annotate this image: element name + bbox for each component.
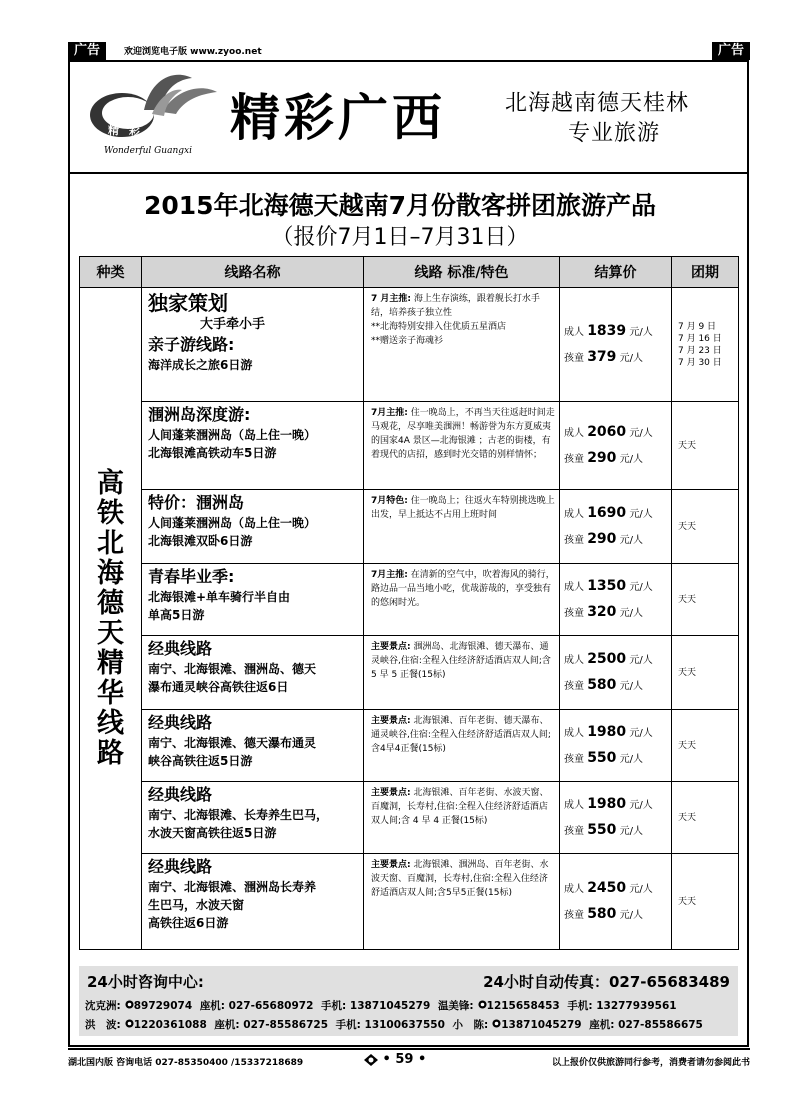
table-row [80, 402, 739, 490]
feature-cell [364, 782, 560, 854]
fax-label: 24小时自动传真： [483, 973, 609, 991]
contact-row [85, 998, 681, 1013]
mobile[interactable]: 手机: 13277939561 [567, 1000, 677, 1012]
price-cell [560, 854, 672, 950]
slogan-line1: 北海越南德天桂林 [505, 91, 690, 116]
route-line: 南宁、北海银滩、涠洲岛长寿养 [148, 880, 317, 894]
contact-row [85, 1017, 707, 1032]
child-price: 580 [587, 676, 617, 693]
table-row [80, 288, 739, 402]
table-row [80, 636, 739, 710]
table-row [80, 490, 739, 564]
route-cell [142, 564, 364, 636]
category-cell [80, 288, 142, 950]
feature-label: 7月特色: [371, 496, 408, 506]
price-unit: 元/人 [619, 825, 643, 837]
adult-price: 2060 [587, 423, 627, 440]
price-unit: 元/人 [619, 534, 643, 546]
dates-cell [672, 490, 739, 564]
child-label: 孩童 [564, 534, 584, 546]
route-line: 峡谷高铁往返5日游 [148, 754, 253, 768]
table-row [80, 710, 739, 782]
adult-price: 1980 [587, 795, 627, 812]
price-cell [560, 564, 672, 636]
brand-title: 精彩广西 [230, 89, 446, 147]
fax-block [483, 971, 730, 992]
feature-label: 主要景点: [371, 716, 411, 726]
dates-cell [672, 288, 739, 402]
dates-cell [672, 782, 739, 854]
route-cell [142, 854, 364, 950]
col-header-price: 结算价 [560, 257, 672, 288]
date-item: 7 月 23 日 [678, 345, 722, 356]
adult-label: 成人 [564, 508, 584, 520]
hotline-label: 24小时咨询中心: [87, 973, 204, 991]
table-row [80, 564, 739, 636]
date-item: 天天 [678, 594, 697, 605]
adult-price: 1980 [587, 723, 627, 740]
child-label: 孩童 [564, 352, 584, 364]
route-cell [142, 782, 364, 854]
feature-label: 7月主推: [371, 570, 408, 580]
route-line: 北海银滩高铁动车5日游 [148, 446, 277, 460]
child-price: 290 [587, 449, 617, 466]
page-number [364, 1052, 426, 1067]
contact-name: 洪 波: [85, 1019, 121, 1031]
route-title: 经典线路 [148, 713, 213, 732]
route-line: 海洋成长之旅6日游 [148, 358, 253, 372]
footer-left: 湖北国内版 咨询电话 027-85350400 /15337218689 [68, 1058, 304, 1068]
route-line: 北海银滩+单车骑行半自由 [148, 590, 291, 604]
contact-name: 沈克洲: [85, 1000, 121, 1012]
child-price: 379 [587, 348, 617, 365]
feature-label: 主要景点: [371, 860, 411, 870]
child-price: 550 [587, 749, 617, 766]
route-line: 人间蓬莱涠洲岛（岛上住一晚） [148, 516, 317, 530]
feature-text: 住一晚岛上，不再当天往返赶时间走马观花，尽享唯美涠洲！畅游誉为东方夏威夷的国家4A 景区—北海银滩 ；古老的街楼，有着现代的店招，感到时光交错的别样情怀； [371, 408, 555, 460]
qq-penguin-icon [492, 1019, 501, 1028]
child-label: 孩童 [564, 607, 584, 619]
adult-label: 成人 [564, 654, 584, 666]
route-cell [142, 402, 364, 490]
price-unit: 元/人 [629, 508, 653, 520]
price-unit: 元/人 [629, 883, 653, 895]
logo-text: 精 彩 广 西 [108, 124, 185, 137]
price-cell [560, 710, 672, 782]
slogan-line2: 专业旅游 [568, 121, 661, 146]
fax-number[interactable]: 027-65683489 [608, 973, 730, 991]
route-line: 单高5日游 [148, 608, 205, 622]
col-header-feature: 线路 标准/特色 [364, 257, 560, 288]
price-unit: 元/人 [629, 654, 653, 666]
price-cell [560, 782, 672, 854]
route-line: 北海银滩双卧6日游 [148, 534, 253, 548]
adult-price: 1350 [587, 577, 627, 594]
adult-label: 成人 [564, 727, 584, 739]
adult-price: 2450 [587, 879, 627, 896]
adult-label: 成人 [564, 799, 584, 811]
route-title: 特价：涠洲岛 [148, 493, 245, 512]
contact-name: 小 陈: [452, 1019, 489, 1031]
feature-text: 海上生存演练，跟着舰长打水手结，培养孩子独立性 [371, 294, 540, 318]
price-unit: 元/人 [629, 799, 653, 811]
child-price: 290 [587, 530, 617, 547]
route-cell [142, 710, 364, 782]
dates-cell [672, 710, 739, 782]
price-unit: 元/人 [619, 352, 643, 364]
category-text: 高铁北海德天精华线路 [97, 467, 124, 769]
feature-text: 在清新的空气中，吹着海风的骑行，路边品一品当地小吃，优哉游哉的，享受独有的悠闲时光。 [371, 570, 555, 608]
brand-logo [82, 70, 222, 160]
table-row [80, 854, 739, 950]
route-line: 大手牵小手 [200, 317, 266, 332]
logo-sub: Wonderful Guangxi [104, 146, 192, 156]
adult-label: 成人 [564, 581, 584, 593]
feature-cell [364, 710, 560, 782]
dates-cell [672, 402, 739, 490]
feature-extra: **北海特别安排入住优质五星酒店 [371, 322, 507, 332]
qq-number[interactable]: 89729074 [133, 1000, 193, 1012]
feature-cell [364, 402, 560, 490]
contact-name: 温美锋: [437, 1000, 474, 1012]
feature-text: 住一晚岛上；往返火车特别挑选晚上出发，早上抵达不占用上班时间 [371, 496, 555, 520]
adult-price: 2500 [587, 650, 627, 667]
ad-label-right: 广告 [712, 42, 750, 60]
route-line: 南宁、北海银滩、德天瀑布通灵 [148, 736, 317, 750]
product-table [79, 256, 739, 950]
route-title: 独家策划 [148, 291, 228, 315]
page-title: 2015年北海德天越南7月份散客拼团旅游产品 [144, 191, 656, 220]
table-row [80, 782, 739, 854]
route-title: 涠洲岛深度游: [148, 405, 251, 424]
route-line: 南宁、北海银滩、长寿养生巴马， [148, 808, 329, 822]
mobile[interactable]: 手机: 13100637550 [335, 1019, 445, 1031]
child-label: 孩童 [564, 680, 584, 692]
price-cell [560, 288, 672, 402]
qq-penguin-icon [125, 1000, 134, 1009]
dates-cell [672, 564, 739, 636]
col-header-route: 线路名称 [142, 257, 364, 288]
feature-label: 7月主推: [371, 408, 408, 418]
mobile[interactable]: 手机: 13871045279 [321, 1000, 431, 1012]
route-line: 南宁、北海银滩、涠洲岛、德天 [148, 662, 317, 676]
feature-cell [364, 288, 560, 402]
adult-label: 成人 [564, 427, 584, 439]
feature-label: 主要景点: [371, 788, 411, 798]
child-price: 580 [587, 905, 617, 922]
qq-number[interactable]: 1220361088 [133, 1019, 207, 1031]
date-item: 天天 [678, 440, 697, 451]
adult-price: 1839 [587, 322, 627, 339]
route-cell [142, 288, 364, 402]
route-title: 经典线路 [148, 857, 213, 876]
page-subtitle: （报价7月1日–7月31日） [271, 225, 529, 250]
date-item: 天天 [678, 521, 697, 532]
route-title: 青春毕业季: [148, 567, 235, 586]
feature-text: 北海银滩、百年老街、水波天窗、百魔洞，长寿村,住宿:全程入住经济舒适酒店双人间;含 4 早 4 正餐(15标) [371, 788, 549, 826]
emblem-icon [364, 1054, 378, 1066]
child-label: 孩童 [564, 453, 584, 465]
footer-divider [68, 1048, 750, 1050]
route-line: 高铁往返6日游 [148, 916, 229, 930]
date-item: 天天 [678, 812, 697, 823]
route-title: 经典线路 [148, 785, 213, 804]
price-unit: 元/人 [629, 727, 653, 739]
feature-label: 主要景点: [371, 642, 411, 652]
top-bar [68, 42, 750, 60]
ad-label-left: 广告 [68, 42, 106, 60]
feature-extra: **赠送亲子海魂衫 [371, 336, 444, 346]
welcome-text[interactable]: 欢迎浏览电子版 www.zyoo.net [124, 47, 262, 57]
child-label: 孩童 [564, 825, 584, 837]
dates-cell [672, 636, 739, 710]
price-unit: 元/人 [629, 581, 653, 593]
footer-right: 以上报价仅供旅游同行参考，消费者请勿参阅此书 [551, 1058, 750, 1068]
child-price: 550 [587, 821, 617, 838]
child-price: 320 [587, 603, 617, 620]
landline[interactable]: 座机: 027-85586725 [214, 1019, 328, 1031]
route-cell [142, 636, 364, 710]
price-unit: 元/人 [619, 909, 643, 921]
feature-label: 7 月主推: [371, 294, 411, 304]
price-unit: 元/人 [629, 427, 653, 439]
qq-penguin-icon [125, 1019, 134, 1028]
qq-penguin-icon [478, 1000, 487, 1009]
price-cell [560, 490, 672, 564]
date-item: 7 月 30 日 [678, 357, 722, 368]
feature-cell [364, 564, 560, 636]
feature-text: 北海银滩、涠洲岛、百年老街、水波天窗、百魔洞，长寿村,住宿:全程入住经济舒适酒店双人间;含5早5正餐(15标) [371, 860, 549, 898]
route-line: 生巴马，水波天窗 [148, 898, 245, 912]
price-unit: 元/人 [619, 607, 643, 619]
date-item: 7 月 9 日 [678, 321, 717, 332]
feature-cell [364, 854, 560, 950]
price-unit: 元/人 [619, 753, 643, 765]
date-item: 7 月 16 日 [678, 333, 722, 344]
route-line: 人间蓬莱涠洲岛（岛上住一晚） [148, 428, 317, 442]
route-line: 水波天窗高铁往返5日游 [148, 826, 277, 840]
feature-text: 涠洲岛、北海银滩、德天瀑布、通灵峡谷,住宿:全程入住经济舒适酒店双人间;含 5 早 5 正餐(15标) [371, 642, 551, 680]
landline[interactable]: 座机: 027-85586675 [589, 1019, 703, 1031]
child-label: 孩童 [564, 753, 584, 765]
price-cell [560, 636, 672, 710]
route-line: 瀑布通灵峡谷高铁往返6日 [148, 680, 289, 694]
price-cell [560, 402, 672, 490]
date-item: 天天 [678, 667, 697, 678]
route-title: 经典线路 [148, 639, 213, 658]
qq-number[interactable]: 13871045279 [501, 1019, 582, 1031]
price-unit: 元/人 [619, 680, 643, 692]
qq-number[interactable]: 1215658453 [486, 1000, 560, 1012]
col-header-category: 种类 [80, 257, 142, 288]
feature-text: 北海银滩、百年老街、德天瀑布、通灵峡谷,住宿:全程入住经济舒适酒店双人间;含4早4正餐(15标) [371, 716, 551, 754]
child-label: 孩童 [564, 909, 584, 921]
date-item: 天天 [678, 740, 697, 751]
date-item: 天天 [678, 896, 697, 907]
adult-price: 1690 [587, 504, 627, 521]
adult-label: 成人 [564, 883, 584, 895]
landline[interactable]: 座机: 027-65680972 [199, 1000, 314, 1012]
dates-cell [672, 854, 739, 950]
feature-cell [364, 636, 560, 710]
feature-cell [364, 490, 560, 564]
contact-box [79, 966, 738, 1036]
price-unit: 元/人 [619, 453, 643, 465]
page-number-text: • 59 • [382, 1052, 427, 1067]
table-header-row [80, 257, 739, 288]
price-unit: 元/人 [629, 326, 653, 338]
route-cell [142, 490, 364, 564]
adult-label: 成人 [564, 326, 584, 338]
route-line: 亲子游线路: [148, 335, 235, 354]
header-divider [68, 172, 749, 174]
col-header-dates: 团期 [672, 257, 739, 288]
